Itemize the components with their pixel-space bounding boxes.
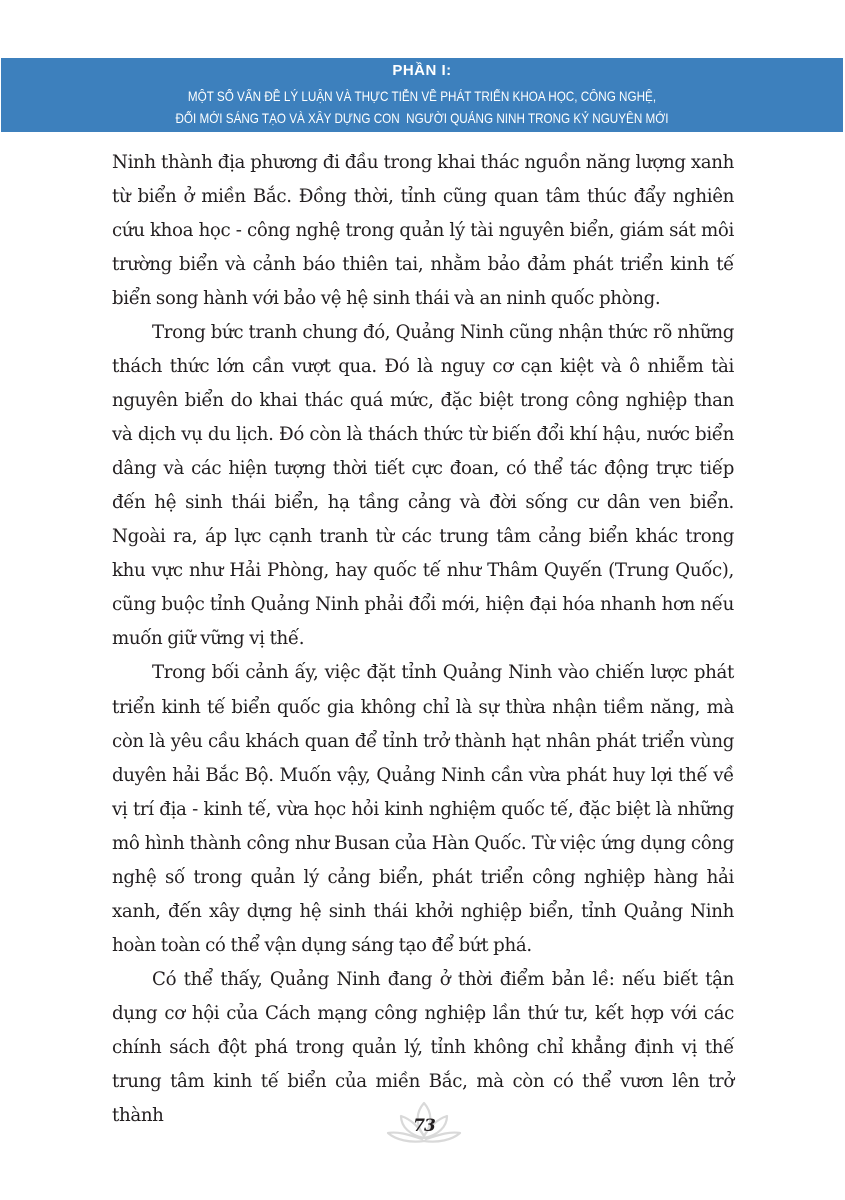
paragraph: Ninh thành địa phương đi đầu trong khai thác nguồn năng lượng xanh từ biển ở miền Bắc. Đồng thời, tỉnh cũng quan tâm thúc đẩy nghiên cứu khoa học - công nghệ trong quản lý tài nguyên biển, giám sát môi trường biển và cảnh báo thiên tai, nhằm bảo đảm phát triển kinh tế biển song hành với bảo vệ hệ sinh thái và an ninh quốc phòng. (112, 152, 734, 310)
body-text (112, 146, 734, 1133)
part-title-line-2: ĐỔI MỚI SÁNG TẠO VÀ XÂY DỰNG CON NGƯỜI QUẢNG NINH TRONG KỶ NGUYÊN MỚI (175, 111, 669, 126)
section-header-band (1, 58, 843, 132)
page-number: 73 (413, 1116, 435, 1136)
page-footer (382, 1100, 466, 1146)
paragraph: Có thể thấy, Quảng Ninh đang ở thời điểm bản lề: nếu biết tận dụng cơ hội của Cách mạng công nghiệp lần thứ tư, kết hợp với các chính sách đột phá trong quản lý, tỉnh không chỉ khẳng định vị thế trung tâm kinh tế biển của miền Bắc, mà còn có thể vươn lên trở thành (112, 968, 734, 1126)
paragraph: Trong bức tranh chung đó, Quảng Ninh cũng nhận thức rõ những thách thức lớn cần vượt qua. Đó là nguy cơ cạn kiệt và ô nhiễm tài nguyên biển do khai thác quá mức, đặc biệt trong công nghiệp than và dịch vụ du lịch. Đó còn là thách thức từ biến đổi khí hậu, nước biển dâng và các hiện tượng thời tiết cực đoan, có thể tác động trực tiếp đến hệ sinh thái biển, hạ tầng cảng và đời sống cư dân ven biển. Ngoài ra, áp lực cạnh tranh từ các trung tâm cảng biển khác trong khu vực như Hải Phòng, hay quốc tế như Thâm Quyến (Trung Quốc), cũng buộc tỉnh Quảng Ninh phải đổi mới, hiện đại hóa nhanh hơn nếu muốn giữ vững vị thế. (112, 322, 734, 650)
paragraph: Trong bối cảnh ấy, việc đặt tỉnh Quảng Ninh vào chiến lược phát triển kinh tế biển quốc gia không chỉ là sự thừa nhận tiềm năng, mà còn là yêu cầu khách quan để tỉnh trở thành hạt nhân phát triển vùng duyên hải Bắc Bộ. Muốn vậy, Quảng Ninh cần vừa phát huy lợi thế về vị trí địa - kinh tế, vừa học hỏi kinh nghiệm quốc tế, đặc biệt là những mô hình thành công như Busan của Hàn Quốc. Từ việc ứng dụng công nghệ số trong quản lý cảng biển, phát triển công nghiệp hàng hải xanh, đến xây dựng hệ sinh thái khởi nghiệp biển, tỉnh Quảng Ninh hoàn toàn có thể vận dụng sáng tạo để bứt phá. (112, 662, 734, 956)
part-label: PHẦN I: (392, 62, 452, 79)
part-title-line-1: MỘT SỐ VẤN ĐỀ LÝ LUẬN VÀ THỰC TIỄN VỀ PHÁT TRIỂN KHOA HỌC, CÔNG NGHỆ, (187, 89, 657, 104)
